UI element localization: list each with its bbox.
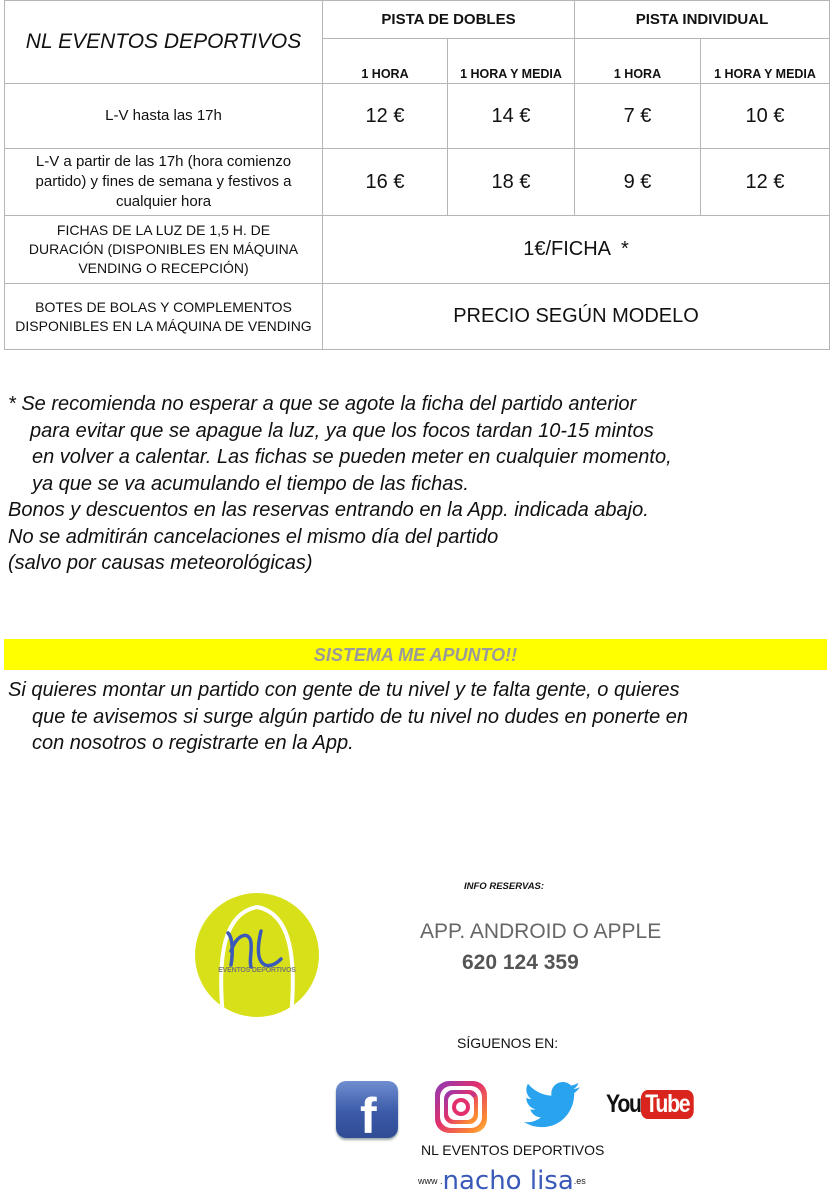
subheader-dobles-1h30: 1 HORA Y MEDIA — [448, 39, 575, 84]
notes-block — [8, 391, 672, 577]
table-row — [5, 284, 830, 350]
row-label: BOTES DE BOLAS Y COMPLEMENTOS DISPONIBLES EN LA MÁQUINA DE VENDING — [5, 284, 323, 350]
price-table — [4, 0, 830, 350]
note-line: en volver a calentar. Las fichas se pueden meter en cualquier momento, — [32, 446, 672, 468]
table-row — [5, 84, 830, 149]
note-line: para evitar que se apague la luz, ya que los focos tardan 10-15 mintos — [30, 419, 654, 442]
price-cell: 12 € — [323, 84, 448, 149]
instagram-icon[interactable] — [435, 1081, 487, 1133]
note-line: ya que se va acumulando el tiempo de las fichas. — [32, 472, 469, 495]
row-label: L-V hasta las 17h — [5, 84, 323, 149]
subheader-dobles-1h: 1 HORA — [323, 39, 448, 84]
apunto-text — [8, 677, 688, 757]
note-line: * Se recomienda no esperar a que se agote la ficha del partido anterior — [8, 393, 637, 415]
subheader-individual-1h: 1 HORA — [575, 39, 701, 84]
note-line: No se admitirán cancelaciones el mismo día del partido — [8, 525, 499, 548]
apunto-line: Si quieres montar un partido con gente de tu nivel y te falta gente, o quieres — [8, 679, 680, 701]
note-line: (salvo por causas meteorológicas) — [8, 552, 313, 574]
subheader-individual-1h30: 1 HORA Y MEDIA — [701, 39, 830, 84]
apunto-line: con nosotros o registrarte en la App. — [32, 732, 354, 754]
facebook-icon[interactable]: f — [336, 1081, 398, 1138]
price-cell: 16 € — [323, 149, 448, 216]
row-label: FICHAS DE LA LUZ DE 1,5 H. DE DURACIÓN (DISPONIBLES EN MÁQUINA VENDING O RECEPCIÓN) — [5, 216, 323, 284]
nl-logo — [195, 893, 319, 1017]
twitter-icon[interactable] — [524, 1081, 580, 1129]
reservas-phone[interactable]: 620 124 359 — [462, 951, 579, 974]
group-header-individual: PISTA INDIVIDUAL — [575, 1, 830, 39]
website-name: nacho lisa — [442, 1166, 574, 1196]
table-row — [5, 149, 830, 216]
website-suffix: .es — [573, 1176, 586, 1186]
group-header-dobles: PISTA DE DOBLES — [323, 1, 575, 39]
apunto-line: que te avisemos si surge algún partido de tu nivel no dudes en ponerte en — [32, 705, 688, 728]
complementos-price: PRECIO SEGÚN MODELO — [323, 284, 830, 350]
price-cell: 14 € — [448, 84, 575, 149]
brand-title: NL EVENTOS DEPORTIVOS — [5, 1, 323, 84]
tennis-ball-icon — [195, 893, 319, 1017]
me-apunto-banner: SISTEMA ME APUNTO!! — [4, 639, 827, 670]
reservas-app: APP. ANDROID O APPLE — [420, 920, 662, 943]
social-heading: SÍGUENOS EN: — [457, 1035, 559, 1051]
price-cell: 12 € — [701, 149, 830, 216]
price-cell: 9 € — [575, 149, 701, 216]
row-label: L-V a partir de las 17h (hora comienzo partido) y fines de semana y festivos a cualquier hora — [5, 149, 323, 216]
youtube-icon[interactable]: You Tube — [606, 1090, 703, 1122]
logo-caption: EVENTOS DEPORTIVOS — [218, 967, 296, 974]
reservas-heading: INFO RESERVAS: — [464, 881, 545, 892]
table-row — [5, 216, 830, 284]
note-line: Bonos y descuentos en las reservas entrando en la App. indicada abajo. — [8, 499, 649, 521]
website-link[interactable] — [418, 1166, 586, 1196]
price-cell: 18 € — [448, 149, 575, 216]
website-prefix: www . — [418, 1176, 443, 1186]
ficha-price: 1€/FICHA * — [323, 216, 830, 284]
price-cell: 7 € — [575, 84, 701, 149]
social-account: NL EVENTOS DEPORTIVOS — [421, 1142, 605, 1158]
price-cell: 10 € — [701, 84, 830, 149]
